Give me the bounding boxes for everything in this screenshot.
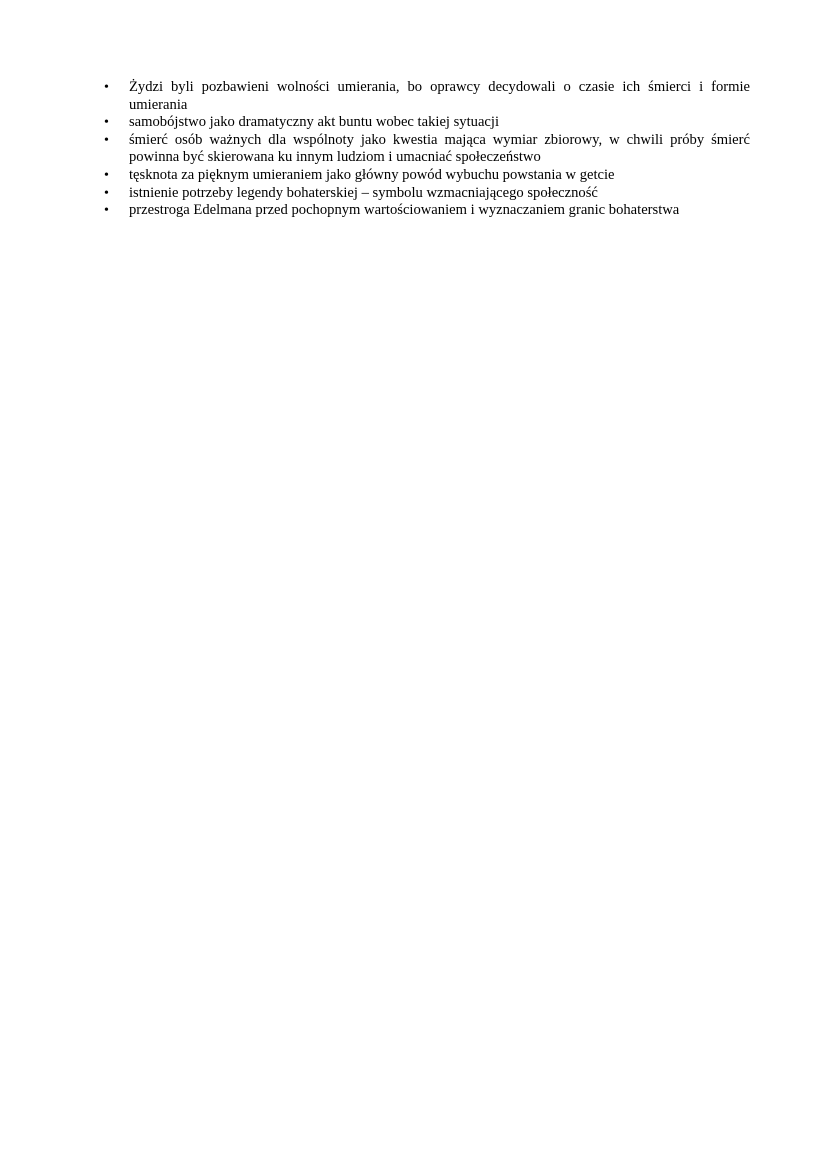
bullet-marker: • — [104, 185, 109, 201]
list-item-text: śmierć osób ważnych dla wspólnoty jako kwestia mająca wymiar zbiorowy, w chwili próby śmierć powinna być skierowana ku innym ludziom i umacniać społeczeństwo — [129, 131, 750, 166]
list-item-text: tęsknota za pięknym umieraniem jako główny powód wybuchu powstania w getcie — [129, 166, 615, 183]
list-item-text: Żydzi byli pozbawieni wolności umierania, bo oprawcy decydowali o czasie ich śmierci i formie umierania — [129, 79, 750, 113]
list-item — [98, 185, 750, 203]
bullet-marker: • — [104, 80, 109, 95]
bullet-list — [98, 79, 750, 220]
bullet-marker: • — [104, 167, 109, 183]
list-item — [98, 79, 750, 114]
list-item — [98, 132, 750, 167]
bullet-marker: • — [104, 132, 109, 148]
list-item — [98, 202, 750, 220]
bullet-marker: • — [104, 203, 109, 219]
list-item — [98, 114, 750, 132]
bullet-marker: • — [104, 115, 109, 131]
list-item-text: przestroga Edelmana przed pochopnym wartościowaniem i wyznaczaniem granic bohaterstwa — [129, 202, 680, 219]
list-item — [98, 167, 750, 185]
list-item-text: istnienie potrzeby legendy bohaterskiej – symbolu wzmacniającego społeczność — [129, 184, 598, 201]
list-item-text: samobójstwo jako dramatyczny akt buntu wobec takiej sytuacji — [129, 114, 500, 131]
